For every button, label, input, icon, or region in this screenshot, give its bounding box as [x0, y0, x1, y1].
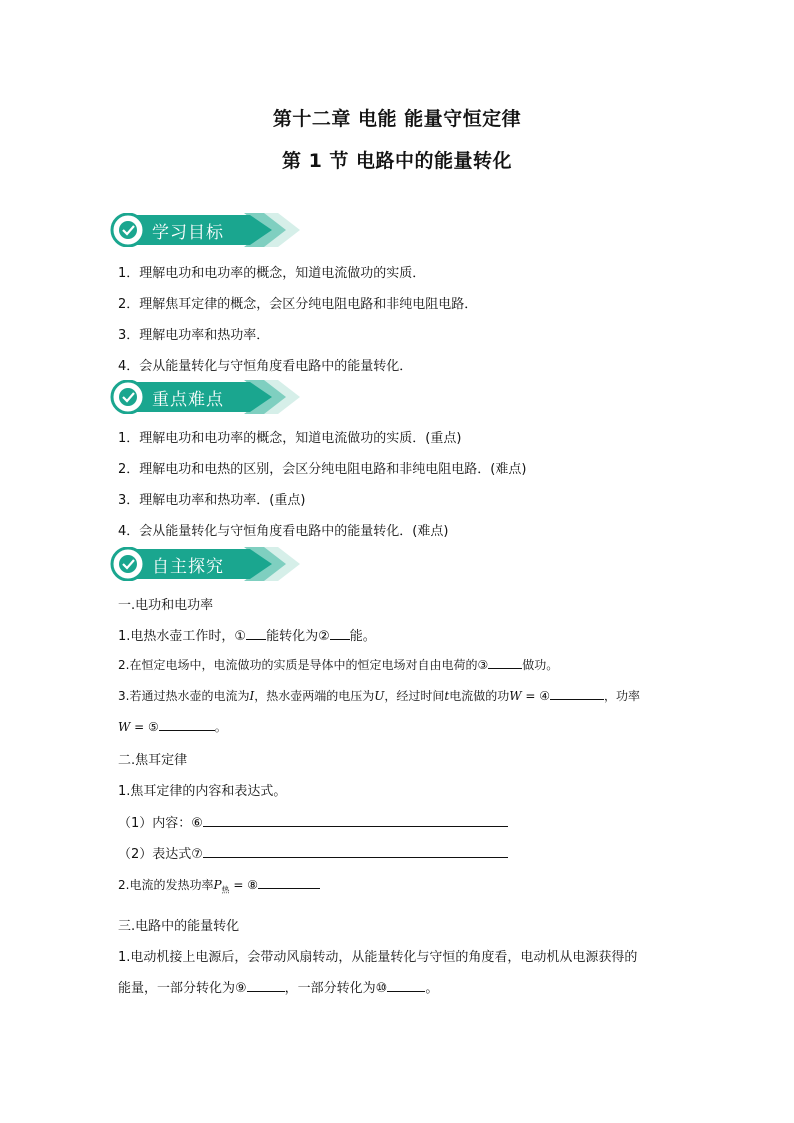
- answer-blank-1[interactable]: [246, 627, 266, 640]
- answer-blank-10[interactable]: [387, 979, 425, 992]
- answer-blank-9[interactable]: [247, 979, 285, 992]
- key-point-item: 1．理解电功和电功率的概念，知道电流做功的实质．(重点): [118, 431, 462, 446]
- q3-text: = ⑤: [130, 720, 159, 734]
- part3-q1-line2: [118, 977, 438, 996]
- section-title: 第 1 节 电路中的能量转化: [281, 150, 513, 172]
- part1-q2: [118, 656, 558, 673]
- goal-item: 4．会从能量转化与守恒角度看电路中的能量转化．: [118, 359, 413, 374]
- part3-q1-line1: 1.电动机接上电源后，会带动风扇转动，从能量转化与守恒的角度看，电动机从电源获得的: [118, 950, 638, 965]
- q3-text: ，热水壶两端的电压为: [254, 689, 375, 703]
- q3-text: = ④: [521, 689, 550, 703]
- var-I: I: [249, 689, 255, 703]
- answer-blank-3[interactable]: [488, 656, 522, 669]
- key-point-item: 4．会从能量转化与守恒角度看电路中的能量转化．(难点): [118, 524, 449, 539]
- q3-text: 3.若通过热水壶的电流为: [118, 689, 250, 703]
- q-text: （2）表达式⑦: [118, 847, 203, 862]
- q1-text: 能。: [349, 629, 376, 644]
- banner-learning-goals: [110, 213, 300, 247]
- banner-label: 重点难点: [152, 390, 224, 410]
- q3-text: ，功率: [604, 689, 641, 703]
- part3-heading: 三.电路中的能量转化: [118, 919, 240, 934]
- q-text: = ⑧: [229, 878, 258, 892]
- q2-text: 2.在恒定电场中，电流做功的实质是导体中的恒定电场对自由电荷的③: [118, 658, 489, 672]
- q-text: 。: [425, 981, 439, 996]
- q3-text: ，经过时间: [384, 689, 445, 703]
- chapter-title: 第十二章 电能 能量守恒定律: [272, 108, 522, 130]
- q-text: （1）内容：⑥: [118, 816, 203, 831]
- q1-text: 能转化为②: [266, 629, 330, 644]
- part2-q1-content: [118, 812, 508, 831]
- answer-blank-8[interactable]: [258, 876, 320, 889]
- q3-text: 。: [214, 720, 227, 734]
- var-P: P: [213, 878, 222, 892]
- part1-q3-cont: [118, 718, 227, 735]
- banner-label: 学习目标: [152, 223, 224, 243]
- part2-q2: [118, 876, 320, 895]
- q-text: 2.电流的发热功率: [118, 878, 214, 892]
- q2-text: 做功。: [522, 658, 559, 672]
- goal-item: 3．理解电功率和热功率．: [118, 328, 270, 343]
- q3-text: 电流做的功: [449, 689, 510, 703]
- var-W: W: [509, 689, 522, 703]
- part2-q1: 1.焦耳定律的内容和表达式。: [118, 784, 287, 799]
- part1-q1: [118, 625, 376, 644]
- banner-label: 自主探究: [152, 557, 224, 577]
- subscript-heat: 热: [221, 885, 230, 895]
- answer-blank-7[interactable]: [203, 845, 508, 858]
- answer-blank-4[interactable]: [550, 687, 604, 700]
- q-text: ，一部分转化为⑩: [284, 981, 388, 996]
- q1-text: 1.电热水壶工作时，①: [118, 629, 247, 644]
- answer-blank-2[interactable]: [330, 627, 350, 640]
- var-U: U: [374, 689, 385, 703]
- goal-item: 2．理解焦耳定律的概念，会区分纯电阻电路和非纯电阻电路．: [118, 297, 478, 312]
- answer-blank-6[interactable]: [203, 814, 508, 827]
- key-point-item: 3．理解电功率和热功率．(重点): [118, 493, 306, 508]
- key-point-item: 2．理解电功和电热的区别，会区分纯电阻电路和非纯电阻电路．(难点): [118, 462, 527, 477]
- var-t: t: [444, 689, 450, 703]
- goal-item: 1．理解电功和电功率的概念，知道电流做功的实质．: [118, 266, 426, 281]
- part1-q3: [118, 687, 640, 704]
- banner-self-explore: [110, 547, 300, 581]
- part1-heading: 一.电功和电功率: [118, 598, 214, 613]
- part2-q1-expression: [118, 843, 508, 862]
- q-text: 能量，一部分转化为⑨: [118, 981, 247, 996]
- answer-blank-5[interactable]: [159, 718, 215, 731]
- part2-heading: 二.焦耳定律: [118, 753, 188, 768]
- var-P: W: [118, 720, 131, 734]
- banner-key-points: [110, 380, 300, 414]
